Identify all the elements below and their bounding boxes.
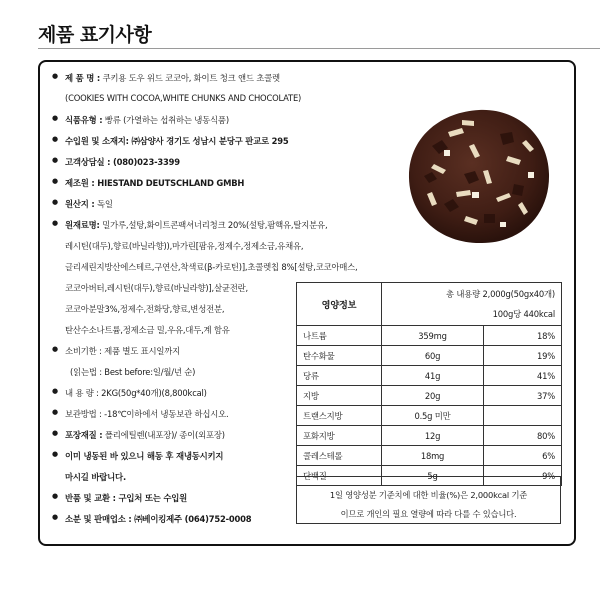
- seller-row: [52, 513, 302, 534]
- origin-label: 원산지 :: [65, 199, 95, 209]
- manufacturer-label: 제조원 :: [65, 178, 95, 188]
- nutrient-amount: 5g: [382, 466, 484, 486]
- ingredients-line: 탄산수소나트륨,정제소금 밀,우유,대두,계 함유: [65, 325, 230, 335]
- storage-row: [52, 408, 302, 429]
- table-row: [297, 446, 562, 466]
- seller-value: ㈜베이킹제주 (064)752-0008: [134, 514, 252, 524]
- bullet-icon: ●: [52, 429, 58, 437]
- table-row: [297, 326, 562, 346]
- warning-line: 마시길 바랍니다.: [65, 472, 126, 482]
- ingredients-line: 글리세린지방산에스테르,구연산,착색료(β-카로틴)],초콜렛칩 8%[설탕,코코아매스,: [65, 262, 358, 272]
- bullet-icon: ●: [52, 156, 58, 164]
- nutrient-percent: 18%: [484, 326, 562, 346]
- nutrient-amount: 41g: [382, 366, 484, 386]
- table-row: [297, 426, 562, 446]
- nutrient-percent: 80%: [484, 426, 562, 446]
- daily-value-note: [296, 476, 561, 524]
- volume-row: [52, 387, 302, 408]
- return-row: [52, 492, 302, 513]
- cookie-photo: [404, 104, 554, 248]
- table-row: [297, 366, 562, 386]
- nutrition-table: [296, 282, 562, 486]
- packaging-value: 폴리에틸렌(내포장)/ 종이(외포장): [104, 430, 225, 440]
- ingredients-label: 원재료명:: [65, 220, 100, 230]
- nutrient-percent: 41%: [484, 366, 562, 386]
- manufacturer-row: [52, 177, 302, 198]
- importer-label: 수입원 및 소재지:: [65, 136, 129, 146]
- seller-label: 소분 및 판매업소 :: [65, 514, 132, 524]
- expiry-value: 제품 별도 표시일까지: [104, 346, 181, 356]
- origin-row: [52, 198, 302, 219]
- bullet-icon: ●: [52, 135, 58, 143]
- return-label: 반품 및 교환 :: [65, 493, 116, 503]
- title-divider: [38, 48, 600, 49]
- customer-service-row: [52, 156, 302, 177]
- nutrient-amount: 60g: [382, 346, 484, 366]
- table-row: [297, 386, 562, 406]
- volume-label: 내 용 량 :: [65, 388, 99, 398]
- expiry-label: 소비기한 :: [65, 346, 102, 356]
- bullet-icon: ●: [52, 492, 58, 500]
- food-type-label: 식품유형 :: [65, 115, 103, 125]
- manufacturer-value: HIESTAND DEUTSCHLAND GMBH: [97, 178, 245, 188]
- nutrition-serving-info: [382, 283, 562, 326]
- nutrient-amount: 12g: [382, 426, 484, 446]
- nutrient-percent: [484, 406, 562, 426]
- bullet-icon: ●: [52, 219, 58, 227]
- nutrient-amount: 20g: [382, 386, 484, 406]
- bullet-icon: ●: [52, 513, 58, 521]
- nutrient-name: 트랜스지방: [297, 406, 382, 426]
- product-name-en: (COOKIES WITH COCOA,WHITE CHUNKS AND CHOCOLATE): [65, 93, 302, 103]
- daily-value-note-line: 이므로 개인의 필요 열량에 따라 다를 수 있습니다.: [340, 509, 517, 519]
- ingredients-line: 코코아버터,레시틴(대두),향료(바닐라향)],살균전란,: [65, 283, 248, 293]
- packaging-label: 포장재질 :: [65, 430, 103, 440]
- nutrition-total-amount: 총 내용량 2,000g(50gx40개): [446, 289, 555, 299]
- bullet-icon: ●: [52, 198, 58, 206]
- daily-value-note-line: 1일 영양성분 기준치에 대한 비율(%)은 2,000kcal 기준: [329, 490, 528, 500]
- nutrient-amount: 18mg: [382, 446, 484, 466]
- bullet-icon: ●: [52, 72, 58, 80]
- table-row: [297, 346, 562, 366]
- ingredients-row: [52, 219, 328, 240]
- ingredients-line: 코코아분말3%,정제수,전화당,향료,변성전분,: [65, 304, 225, 314]
- nutrient-amount: 0.5g 미만: [382, 406, 484, 426]
- origin-value: 독일: [97, 199, 113, 209]
- bullet-icon: ●: [52, 387, 58, 395]
- customer-service-label: 고객상담실 :: [65, 157, 111, 167]
- customer-service-phone: (080)023-3399: [113, 157, 180, 167]
- nutrient-name: 탄수화물: [297, 346, 382, 366]
- bullet-icon: ●: [52, 450, 58, 458]
- nutrient-amount: 359mg: [382, 326, 484, 346]
- expiry-row: [52, 345, 302, 366]
- nutrition-header-row: [297, 283, 562, 326]
- nutrient-percent: 19%: [484, 346, 562, 366]
- nutrition-per-100g: 100g당 440kcal: [492, 309, 555, 319]
- page-title: 제품 표기사항: [38, 24, 152, 46]
- product-name-value: 쿠키용 도우 위드 코코아, 화이트 청크 앤드 초콜렛: [102, 73, 280, 83]
- ingredients-line: 레시틴(대두),향료(바닐라향)),마가린[팜유,정제수,정제소금,유채유,: [65, 241, 304, 251]
- nutrient-name: 포화지방: [297, 426, 382, 446]
- storage-label: 보관방법 :: [65, 409, 102, 419]
- nutrient-percent: 6%: [484, 446, 562, 466]
- return-value: 구입처 또는 수입원: [118, 493, 188, 503]
- nutrient-percent: 37%: [484, 386, 562, 406]
- importer-value: ㈜삼양사 경기도 성남시 분당구 판교로 295: [131, 136, 289, 146]
- nutrient-name: 지방: [297, 386, 382, 406]
- nutrient-name: 단백질: [297, 466, 382, 486]
- nutrient-percent: 9%: [484, 466, 562, 486]
- importer-row: [52, 135, 302, 156]
- expiry-note: (읽는법 : Best before:일/월/년 순): [70, 367, 196, 377]
- storage-value: -18℃이하에서 냉동보관 하십시오.: [104, 409, 229, 419]
- nutrient-name: 당류: [297, 366, 382, 386]
- volume-value: 2KG(50g*40개)(8,800kcal): [101, 388, 207, 398]
- ingredients-line: 밀가루,설탕,화이트콘팩셔너리청크 20%(설탕,팜핵유,탈지분유,: [102, 220, 328, 230]
- nutrition-title: 영양정보: [297, 283, 382, 326]
- warning-line: 이미 냉동된 바 있으니 해동 후 재냉동시키지: [65, 451, 224, 461]
- product-name-label: 제 품 명 :: [65, 73, 100, 83]
- bullet-icon: ●: [52, 177, 58, 185]
- food-type-row: [52, 114, 302, 135]
- nutrient-name: 콜레스테롤: [297, 446, 382, 466]
- food-type-value: 빵류 (가열하는 섭취하는 냉동식품): [104, 115, 229, 125]
- nutrient-name: 나트륨: [297, 326, 382, 346]
- table-row: [297, 406, 562, 426]
- bullet-icon: ●: [52, 114, 58, 122]
- packaging-row: [52, 429, 302, 450]
- product-name-row: [52, 72, 302, 93]
- bullet-icon: ●: [52, 345, 58, 353]
- warning-row: [52, 450, 302, 471]
- bullet-icon: ●: [52, 408, 58, 416]
